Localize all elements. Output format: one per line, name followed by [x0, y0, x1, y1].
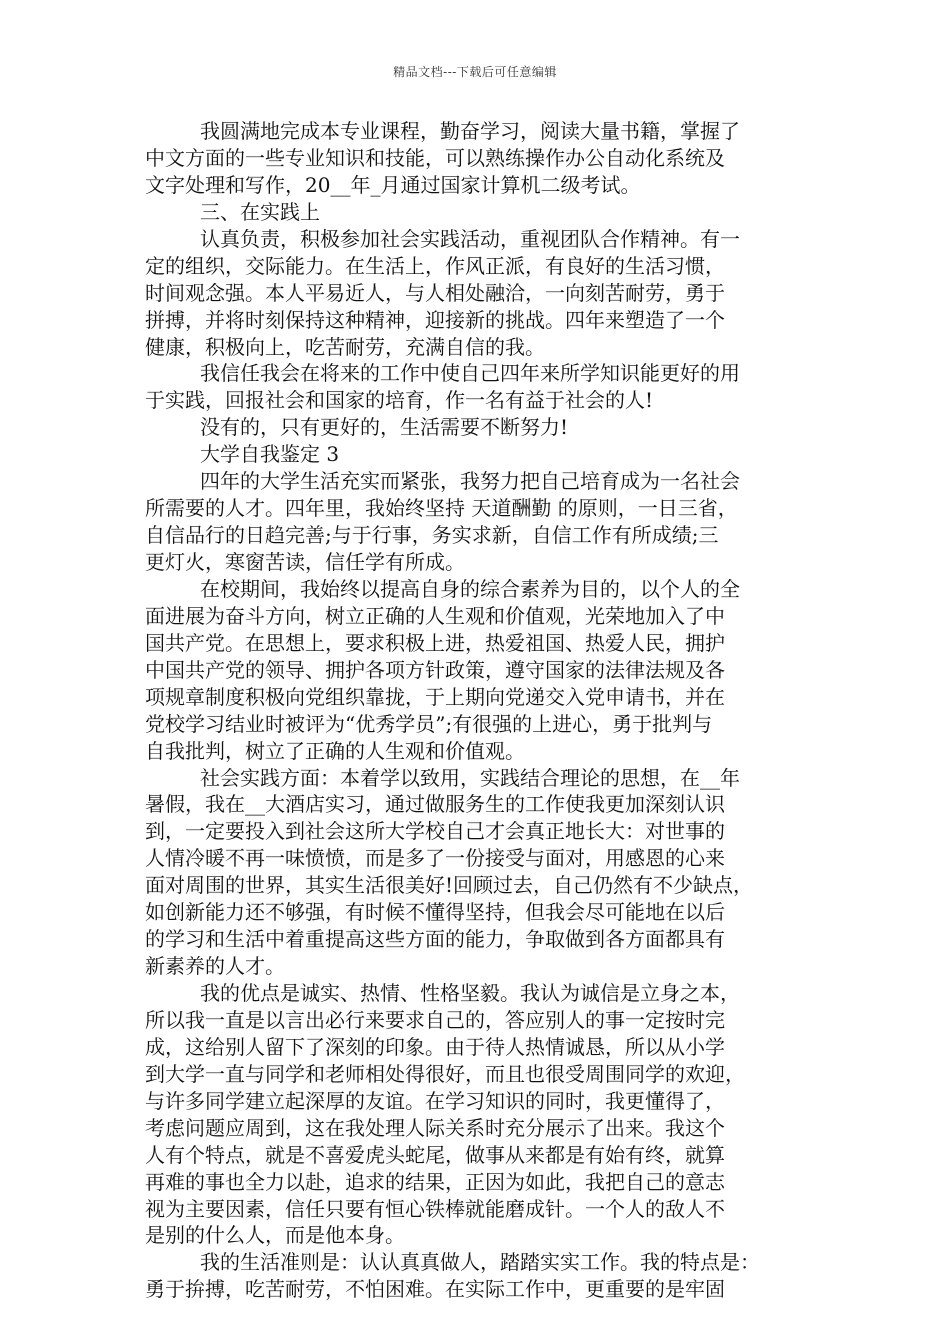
text-line: 四年的大学生活充实而紧张，我努力把自己培育成为一名社会 — [200, 469, 740, 494]
text-line: 在校期间，我始终以提高自身的综合素养为目的，以个人的全 — [200, 576, 740, 601]
text-line: 面进展为奋斗方向，树立正确的人生观和价值观，光荣地加入了中 — [145, 603, 725, 628]
text-line: 到，一定要投入到社会这所大学校自己才会真正地长大：对世事的 — [145, 819, 725, 844]
text-line: 健康，积极向上，吃苦耐劳，充满自信的我。 — [145, 334, 545, 359]
text-line: 自信品行的日趋完善;与于行事，务实求新，自信工作有所成绩;三 — [145, 523, 719, 548]
text-line: 所需要的人才。四年里，我始终坚持 天道酬勤 的原则，一日三省， — [145, 496, 738, 521]
text-line: 于实践，回报社会和国家的培育，作一名有益于社会的人! — [145, 388, 654, 413]
text-line: 勇于拚搏，吃苦耐劳，不怕困难。在实际工作中，更重要的是牢固 — [145, 1277, 725, 1302]
text-line: 人有个特点，就是不喜爱虎头蛇尾，做事从来都是有始有终，就算 — [145, 1142, 725, 1167]
text-line: 的学习和生活中着重提高这些方面的能力，争取做到各方面都具有 — [145, 927, 725, 952]
text-line: 没有的，只有更好的，生活需要不断努力! — [200, 415, 569, 440]
text-line: 国共产党。在思想上，要求积极上进，热爱祖国、热爱人民，拥护 — [145, 630, 725, 655]
text-line: 再难的事也全力以赴，追求的结果，正因为如此，我把自己的意志 — [145, 1169, 725, 1194]
text-line: 是别的什么人，而是他本身。 — [145, 1223, 405, 1248]
page-header: 精品文档---下载后可任意编辑 — [393, 65, 557, 79]
text-line: 拼搏，并将时刻保持这种精神，迎接新的挑战。四年来塑造了一个 — [145, 307, 725, 332]
text-line: 定的组织，交际能力。在生活上，作风正派，有良好的生活习惯， — [145, 253, 725, 278]
text-line: 中国共产党的领导、拥护各项方针政策，遵守国家的法律法规及各 — [145, 657, 725, 682]
text-line: 时间观念强。本人平易近人，与人相处融洽，一向刻苦耐劳，勇于 — [145, 280, 725, 305]
text-line: 我信任我会在将来的工作中使自己四年来所学知识能更好的用 — [200, 361, 740, 386]
text-line: 更灯火，寒窗苦读，信任学有所成。 — [145, 550, 465, 574]
text-line: 所以我一直是以言出必行来要求自己的，答应别人的事一定按时完 — [145, 1007, 725, 1032]
text-line: 中文方面的一些专业知识和技能，可以熟练操作办公自动化系统及 — [145, 145, 725, 170]
text-line: 党校学习结业时被评为“优秀学员”;有很强的上进心，勇于批判与 — [145, 711, 713, 736]
text-line: 社会实践方面：本着学以致用，实践结合理论的思想，在__年 — [200, 765, 740, 790]
text-line: 三、在实践上 — [200, 199, 320, 224]
text-line: 认真负责，积极参加社会实践活动，重视团队合作精神。有一 — [200, 226, 740, 251]
text-line: 我的优点是诚实、热情、性格坚毅。我认为诚信是立身之本， — [200, 981, 740, 1005]
text-line: 到大学一直与同学和老师相处得很好，而且也很受周围同学的欢迎， — [145, 1061, 745, 1086]
text-line: 项规章制度积极向党组织靠拢，于上期向党递交入党申请书，并在 — [145, 684, 725, 709]
text-line: 文字处理和写作，20__年_月通过国家计算机二级考试。 — [145, 172, 641, 197]
text-line: 我的生活准则是：认认真真做人，踏踏实实工作。我的特点是： — [200, 1250, 760, 1275]
text-line: 成，这给别人留下了深刻的印象。由于待人热情诚恳，所以从小学 — [145, 1034, 725, 1059]
text-line: 自我批判，树立了正确的人生观和价值观。 — [145, 738, 525, 763]
text-line: 如创新能力还不够强，有时候不懂得坚持，但我会尽可能地在以后 — [145, 900, 725, 925]
text-line: 考虑问题应周到，这在我处理人际关系时充分展示了出来。我这个 — [145, 1115, 725, 1140]
text-line: 面对周围的世界，其实生活很美好!回顾过去，自己仍然有不少缺点， — [145, 873, 754, 898]
text-line: 视为主要因素，信任只要有恒心铁棒就能磨成针。一个人的敌人不 — [145, 1196, 725, 1221]
text-line: 新素养的人才。 — [145, 954, 285, 979]
text-line: 我圆满地完成本专业课程，勤奋学习，阅读大量书籍，掌握了 — [200, 119, 740, 143]
document-body — [145, 118, 813, 1303]
text-line: 暑假，我在__大酒店实习，通过做服务生的工作使我更加深刻认识 — [145, 792, 725, 817]
text-line: 与许多同学建立起深厚的友谊。在学习知识的同时，我更懂得了， — [145, 1088, 725, 1113]
text-line: 大学自我鉴定 3 — [200, 442, 340, 467]
text-line: 人情冷暖不再一味愤愤，而是多了一份接受与面对，用感恩的心来 — [145, 846, 725, 871]
